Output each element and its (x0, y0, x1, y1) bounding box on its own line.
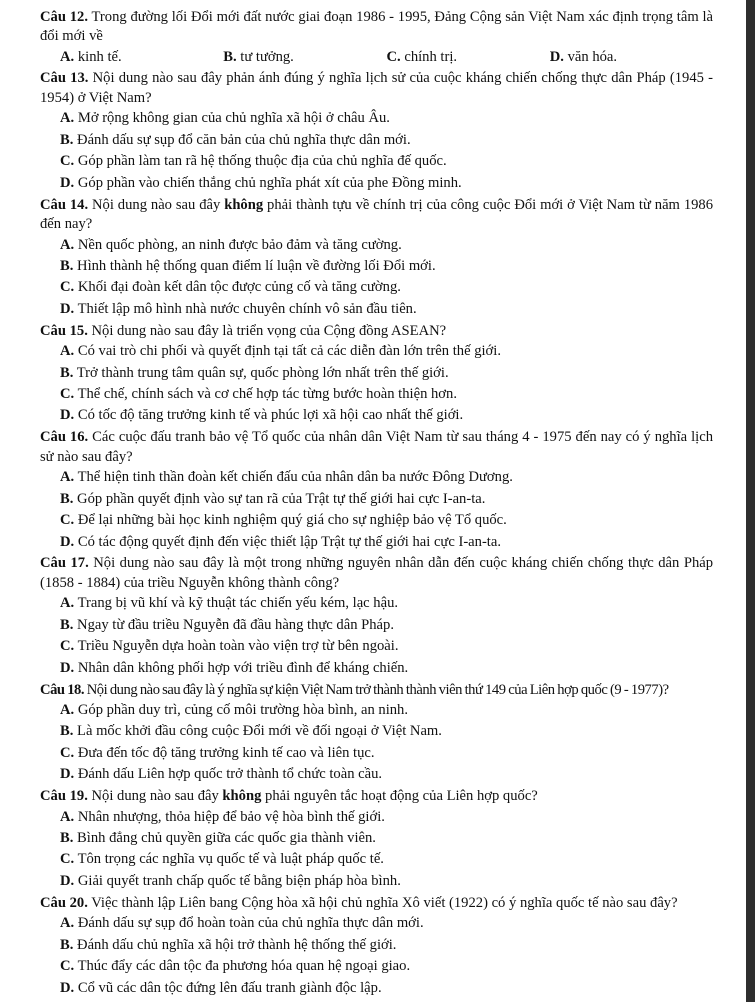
option-text: Bình đẳng chủ quyền giữa các quốc gia thành viên. (73, 830, 376, 847)
option-letter: D. (60, 174, 75, 191)
question-number: Câu 20. (40, 894, 88, 911)
option-letter: B. (60, 364, 74, 381)
option-a (60, 47, 223, 68)
question-stem (40, 428, 713, 467)
option-text: Góp phần làm tan rã hệ thống thuộc địa của chủ nghĩa đế quốc. (74, 153, 447, 170)
question-stem (40, 554, 713, 593)
question-stem (40, 8, 713, 47)
option-c (60, 510, 713, 531)
question-number: Câu 14. (40, 196, 89, 213)
question-text: phải nguyên tắc hoạt động của Liên hợp quốc? (261, 788, 538, 805)
option-text: kinh tế. (74, 48, 122, 65)
option-text: Có tác động quyết định đến việc thiết lập Trật tự thế giới hai cực I-an-ta. (74, 533, 501, 550)
question-number: Câu 19. (40, 788, 88, 805)
option-letter: B. (60, 723, 74, 740)
question-text: Nội dung nào sau đây (88, 196, 225, 213)
option-c (60, 384, 713, 405)
option-c (60, 277, 713, 298)
question-stem (40, 787, 713, 807)
question-14 (40, 196, 713, 321)
option-letter: A. (60, 110, 75, 127)
question-stem (40, 196, 713, 235)
option-d (60, 658, 713, 679)
option-d (60, 405, 713, 426)
option-text: Đánh dấu Liên hợp quốc trở thành tổ chức toàn cầu. (74, 766, 383, 783)
option-text: Khối đại đoàn kết dân tộc được củng cố và tăng cường. (74, 279, 401, 296)
option-text: Thể hiện tinh thần đoàn kết chiến đấu của nhân dân ba nước Đông Dương. (74, 469, 513, 486)
option-letter: D. (549, 48, 564, 65)
option-b (60, 256, 713, 277)
question-text: Việc thành lập Liên bang Cộng hòa xã hội chủ nghĩa Xô viết (1922) có ý nghĩa quốc tế nào sau đây? (87, 894, 678, 911)
option-d (60, 299, 713, 320)
option-letter: B. (60, 616, 74, 633)
option-letter: A. (60, 702, 75, 719)
option-letter: C. (60, 851, 75, 868)
option-text: Để lại những bài học kinh nghiệm quý giá cho sự nghiệp bảo vệ Tổ quốc. (74, 512, 507, 529)
exam-page (40, 6, 713, 999)
option-text: Hình thành hệ thống quan điểm lí luận về đường lối Đổi mới. (73, 257, 436, 274)
option-letter: C. (60, 279, 75, 296)
options (40, 108, 713, 194)
option-b (60, 615, 713, 636)
option-c (60, 956, 713, 977)
option-letter: A. (60, 808, 75, 825)
option-text: Đánh dấu chủ nghĩa xã hội trở thành hệ thống thế giới. (73, 936, 397, 953)
option-letter: B. (60, 131, 74, 148)
options (40, 807, 713, 893)
option-text: tư tưởng. (236, 48, 294, 65)
option-text: Có vai trò chi phối và quyết định tại tất cả các diễn đàn lớn trên thế giới. (74, 343, 501, 360)
question-number: Câu 17. (40, 555, 89, 572)
option-text: Tôn trọng các nghĩa vụ quốc tế và luật pháp quốc tế. (74, 851, 384, 868)
option-text: Ngay từ đầu triều Nguyễn đã đầu hàng thực dân Pháp. (73, 616, 394, 633)
option-text: Thiết lập mô hình nhà nước chuyên chính vô sản đầu tiên. (74, 300, 417, 317)
question-number: Câu 12. (40, 8, 88, 25)
question-text: Nội dung nào sau đây (87, 788, 223, 805)
option-a (60, 235, 713, 256)
option-letter: D. (60, 872, 75, 889)
question-text: phải thành tựu về chính trị của công cuộc Đổi mới ở Việt Nam từ năm 1986 đến nay? (40, 196, 714, 233)
question-number: Câu 15. (40, 322, 88, 339)
option-letter: A. (60, 48, 75, 65)
question-text: Nội dung nào sau đây là triển vọng của Cộng đồng ASEAN? (87, 322, 447, 339)
option-letter: C. (60, 153, 75, 170)
option-letter: A. (60, 915, 75, 932)
question-13 (40, 69, 713, 194)
option-text: Đưa đến tốc độ tăng trưởng kinh tế cao và liên tục. (74, 744, 375, 761)
option-text: Giải quyết tranh chấp quốc tế bằng biện pháp hòa bình. (74, 872, 401, 889)
options (40, 341, 713, 427)
option-a (60, 108, 713, 129)
option-b (60, 721, 713, 742)
option-text: Góp phần quyết định vào sự tan rã của Trật tự thế giới hai cực I-an-ta. (73, 490, 486, 507)
option-a (60, 593, 713, 614)
option-letter: D. (60, 300, 75, 317)
window-edge (746, 0, 755, 1002)
option-c (387, 47, 550, 68)
option-d (60, 764, 713, 785)
option-text: Đánh dấu sự sụp đổ hoàn toàn của chủ nghĩa thực dân mới. (74, 915, 424, 932)
question-stem (40, 894, 713, 914)
option-d (550, 47, 713, 68)
question-number: Câu 13. (40, 70, 89, 87)
option-text: Mở rộng không gian của chủ nghĩa xã hội ở châu Âu. (74, 110, 390, 127)
question-15 (40, 322, 713, 427)
options (40, 235, 713, 321)
option-b (60, 489, 713, 510)
option-letter: B. (60, 830, 74, 847)
options (40, 467, 713, 553)
options (40, 700, 713, 786)
option-b (60, 130, 713, 151)
question-stem (40, 681, 713, 701)
option-letter: C. (60, 958, 75, 975)
option-letter: C. (60, 385, 75, 402)
option-text: Là mốc khởi đầu công cuộc Đổi mới về đối ngoại ở Việt Nam. (73, 723, 442, 740)
question-20 (40, 894, 713, 999)
option-text: Nhân dân không phối hợp với triều đình để kháng chiến. (74, 659, 409, 676)
option-text: Thể chế, chính sách và cơ chế hợp tác từng bước hoàn thiện hơn. (74, 385, 457, 402)
option-b (60, 828, 713, 849)
option-letter: A. (60, 469, 75, 486)
option-b (60, 935, 713, 956)
option-letter: A. (60, 236, 75, 253)
option-d (60, 871, 713, 892)
option-a (60, 913, 713, 934)
option-b (60, 363, 713, 384)
option-c (60, 151, 713, 172)
option-a (60, 467, 713, 488)
option-a (60, 700, 713, 721)
emphasis-text: không (222, 788, 262, 805)
option-letter: D. (60, 533, 75, 550)
option-text: Trang bị vũ khí và kỹ thuật tác chiến yếu kém, lạc hậu. (74, 595, 399, 612)
option-text: Góp phần duy trì, củng cố môi trường hòa bình, an ninh. (74, 702, 409, 719)
option-text: Thúc đẩy các dân tộc đa phương hóa quan hệ ngoại giao. (74, 958, 411, 975)
option-text: Triều Nguyễn dựa hoàn toàn vào viện trợ từ bên ngoài. (74, 638, 399, 655)
option-letter: C. (60, 638, 75, 655)
option-text: Góp phần vào chiến thắng chủ nghĩa phát xít của phe Đồng minh. (74, 174, 462, 191)
option-letter: B. (60, 257, 74, 274)
question-text: Các cuộc đấu tranh bảo vệ Tổ quốc của nhân dân Việt Nam từ sau tháng 4 - 1975 đến nay có ý nghĩa lịch sử nào sau đây? (40, 429, 714, 465)
option-c (60, 636, 713, 657)
option-text: văn hóa. (563, 48, 618, 65)
option-letter: B. (223, 48, 237, 65)
option-letter: C. (60, 744, 75, 761)
option-letter: D. (60, 407, 75, 424)
options (40, 593, 713, 679)
option-letter: D. (60, 766, 75, 783)
option-text: chính trị. (400, 48, 458, 65)
option-c (60, 743, 713, 764)
question-18 (40, 681, 713, 786)
option-letter: C. (386, 48, 401, 65)
question-stem (40, 69, 713, 108)
question-number: Câu 18. (40, 681, 85, 698)
option-d (60, 978, 713, 999)
option-text: Trở thành trung tâm quân sự, quốc phòng lớn nhất trên thế giới. (73, 364, 449, 381)
question-12 (40, 8, 713, 68)
question-19 (40, 787, 713, 892)
options (40, 47, 713, 68)
option-a (60, 807, 713, 828)
option-letter: B. (60, 490, 74, 507)
option-text: Nhân nhượng, thỏa hiệp để bảo vệ hòa bình thế giới. (74, 808, 385, 825)
option-letter: C. (60, 512, 75, 529)
option-text: Nền quốc phòng, an ninh được bảo đảm và tăng cường. (74, 236, 402, 253)
option-text: Đánh dấu sự sụp đổ căn bản của chủ nghĩa thực dân mới. (73, 131, 411, 148)
option-c (60, 849, 713, 870)
question-text: Nội dung nào sau đây là một trong những nguyên nhân dẫn đến cuộc kháng chiến chống thực dân Pháp (1858 - 1884) của triều Nguyễn không thành công? (40, 555, 714, 591)
option-letter: A. (60, 343, 75, 360)
question-number: Câu 16. (40, 429, 89, 446)
question-16 (40, 428, 713, 553)
question-text: Nội dung nào sau đây phản ánh đúng ý nghĩa lịch sử của cuộc kháng chiến chống thực dân Pháp (1945 - 1954) ở Việt Nam? (40, 70, 713, 106)
option-text: Có tốc độ tăng trưởng kinh tế và phúc lợi xã hội cao nhất thế giới. (74, 407, 464, 424)
question-stem (40, 322, 713, 342)
option-b (223, 47, 386, 68)
option-d (60, 532, 713, 553)
option-letter: B. (60, 936, 74, 953)
option-d (60, 173, 713, 194)
question-text: Trong đường lối Đổi mới đất nước giai đoạn 1986 - 1995, Đảng Cộng sản Việt Nam xác định trọng tâm là đổi mới về (40, 8, 713, 44)
option-letter: A. (60, 595, 75, 612)
options (40, 913, 713, 999)
option-letter: D. (60, 979, 75, 996)
question-text: Nội dung nào sau đây là ý nghĩa sự kiện Việt Nam trở thành thành viên thứ 149 của Liên hợp quốc (9 - 1977)? (84, 681, 669, 698)
option-letter: D. (60, 659, 75, 676)
question-17 (40, 554, 713, 679)
option-a (60, 341, 713, 362)
option-text: Cổ vũ các dân tộc đứng lên đấu tranh giành độc lập. (74, 979, 382, 996)
emphasis-text: không (224, 196, 264, 213)
